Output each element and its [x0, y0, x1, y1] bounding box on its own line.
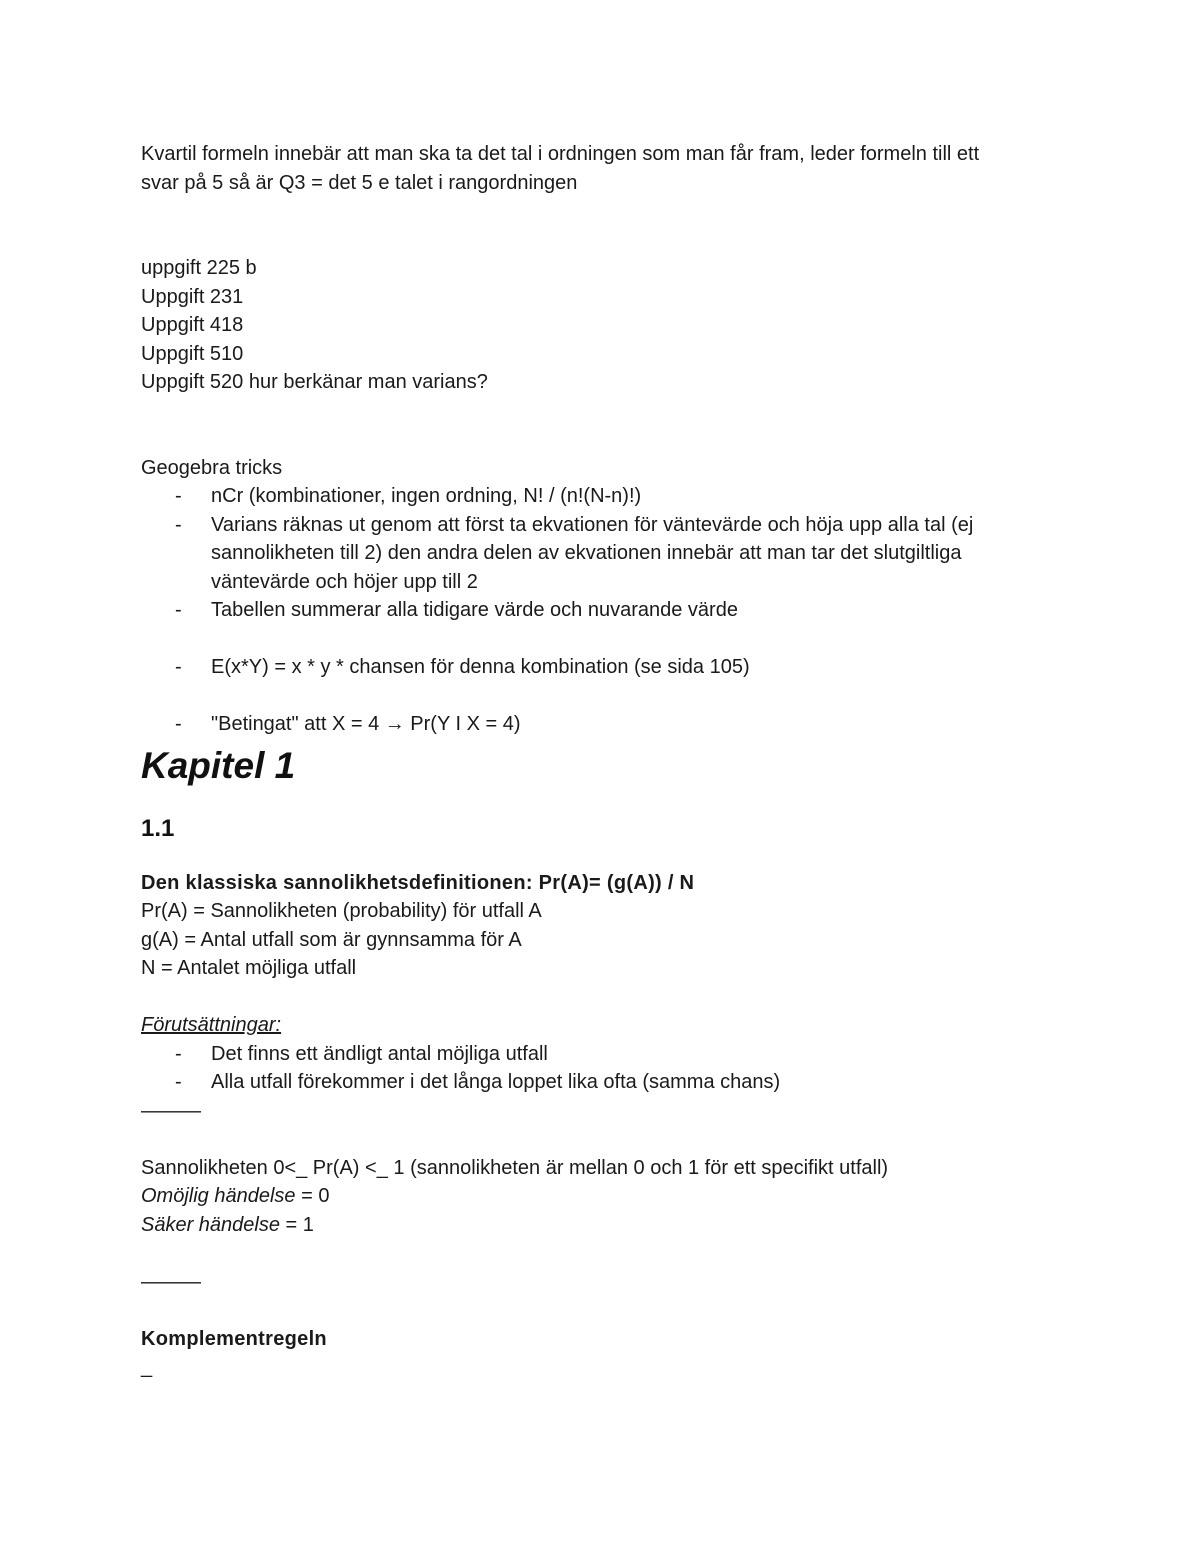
task-item: Uppgift 418 — [141, 314, 244, 336]
separator: ——— — [141, 1270, 201, 1293]
section-title: 1.1 — [141, 814, 175, 842]
list-item: - nCr (kombinationer, ingen ordning, N! / (n!(N-n)!) — [141, 482, 1061, 511]
separator: ——— — [141, 1099, 201, 1122]
chapter-title: Kapitel 1 — [141, 744, 296, 786]
trailing-mark: _ — [141, 1356, 153, 1378]
range-line: Sannolikheten 0<_ Pr(A) <_ 1 (sannolikheten är mellan 0 och 1 för ett specifikt utfall) — [141, 1156, 889, 1179]
task-item: uppgift 225 b — [141, 257, 257, 279]
dash-bullet: - — [175, 485, 182, 507]
definition-line: N = Antalet möjliga utfall — [141, 957, 357, 979]
task-item: Uppgift 510 — [141, 342, 244, 365]
intro-line-2: svar på 5 så är Q3 = det 5 e talet i rangordningen — [141, 171, 578, 194]
dash-bullet: - — [175, 1042, 182, 1065]
dash-bullet: - — [175, 656, 182, 678]
task-item: Uppgift 231 — [141, 285, 244, 308]
certain-event: Säker händelse = 1 — [141, 1213, 314, 1236]
definition-line: Pr(A) = Sannolikheten (probability) för utfall A — [141, 900, 542, 922]
dash-bullet: - — [175, 513, 182, 536]
prerequisites-list — [141, 1040, 1061, 1097]
list-item: - "Betingat" att X = 4 → Pr(Y I X = 4) — [141, 710, 1061, 739]
geogebra-list — [141, 482, 1061, 739]
list-item: - Tabellen summerar alla tidigare värde och nuvarande värde — [141, 596, 1061, 625]
geogebra-title: Geogebra tricks — [141, 456, 283, 479]
complement-heading: Komplementregeln — [141, 1327, 327, 1350]
document-page — [141, 140, 1061, 1382]
dash-bullet: - — [175, 713, 182, 735]
list-item: - Det finns ett ändligt antal möjliga utfall — [141, 1040, 1061, 1069]
definition-heading: Den klassiska sannolikhetsdefinitionen: Pr(A)= (g(A)) / N — [141, 871, 695, 894]
dash-bullet: - — [175, 599, 182, 621]
task-item: Uppgift 520 hur berkänar man varians? — [141, 371, 488, 393]
prerequisites-label: Förutsättningar: — [141, 1014, 282, 1036]
intro-line-1: Kvartil formeln innebär att man ska ta det tal i ordningen som man får fram, leder formeln till ett — [141, 143, 980, 165]
list-item: - Varians räknas ut genom att först ta ekvationen för väntevärde och höja upp alla tal (ej sannolikheten till 2) den andra delen av ekvationen innebär att man tar det slutgiltliga väntevärde och höjer upp till 2 — [141, 511, 1061, 597]
dash-bullet: - — [175, 1071, 182, 1093]
definition-line: g(A) = Antal utfall som är gynnsamma för A — [141, 928, 522, 951]
list-item: - Alla utfall förekommer i det långa loppet lika ofta (samma chans) — [141, 1068, 1061, 1097]
list-item: - E(x*Y) = x * y * chansen för denna kombination (se sida 105) — [141, 653, 1061, 682]
impossible-event: Omöjlig händelse = 0 — [141, 1185, 330, 1207]
